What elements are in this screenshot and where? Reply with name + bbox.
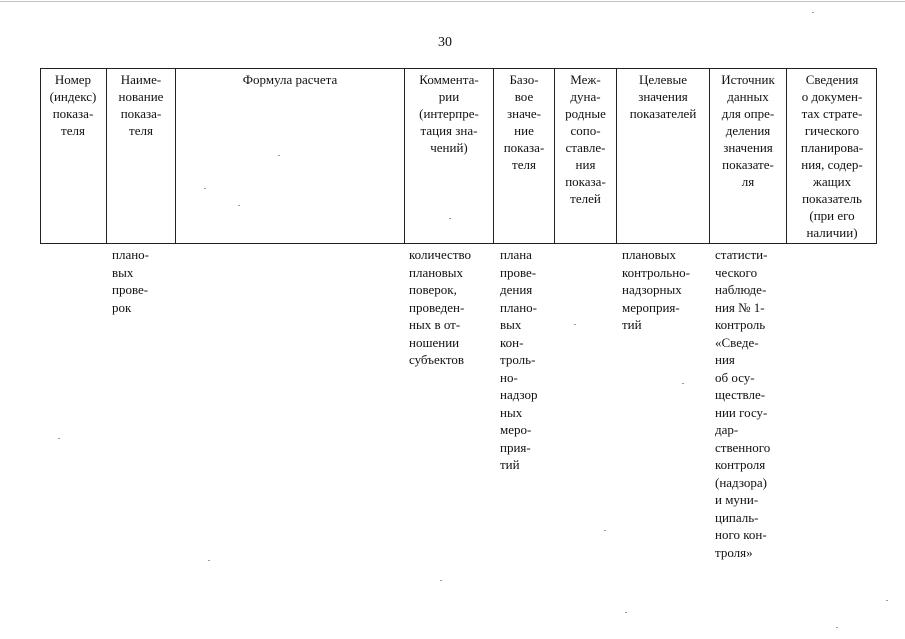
speck <box>58 438 60 439</box>
speck <box>836 627 838 628</box>
speck <box>574 324 576 325</box>
cell-data-source: статисти- ческого наблюде- ния № 1- контроль «Сведе- ния об осу- ществле- нии госу- дар- ственного контроля (надзора) и муни- ципаль- ного кон- троля» <box>715 247 771 560</box>
speck <box>440 580 442 581</box>
header-cell-strategic-docs: Сведения о докумен- тах страте- гического планирова- ния, содер- жащих показатель (при его наличии) <box>800 72 864 240</box>
page-number: 30 <box>438 35 452 50</box>
speck <box>682 383 684 384</box>
header-cell-formula: Формула расчета <box>176 68 405 243</box>
speck <box>604 530 606 531</box>
speck <box>812 12 814 13</box>
speck <box>625 612 627 613</box>
speck <box>449 218 451 219</box>
scan-top-edge <box>0 1 905 2</box>
header-cell-target-values: Целевые значения показателей <box>617 68 710 243</box>
header-cell-comment: Коммента- рии (интерпре- тация зна- чений) <box>405 68 494 243</box>
cell-base-value: плана прове- дения плано- вых кон- троль- но- надзор ных меро- прия- тий <box>500 247 538 472</box>
header-cell-base-value: Базо- вое значе- ние показа- теля <box>494 68 555 243</box>
header-cell-international: Меж- дуна- родные сопо- ставле- ния показа- телей <box>555 68 617 243</box>
header-cell-data-source: Источник данных для опре- деления значения показате- ля <box>710 68 787 243</box>
speck <box>208 560 210 561</box>
cell-comment: количество плановых поверок, проведен- ных в от- ношении субъектов <box>409 247 472 367</box>
speck <box>204 188 206 189</box>
speck <box>886 600 888 601</box>
speck <box>278 155 280 156</box>
speck <box>238 205 240 206</box>
header-cell-name: Наиме- нование показа- теля <box>107 68 176 243</box>
header-cell-index: Номер (индекс) показа- теля <box>40 68 107 243</box>
cell-target-values: плановых контрольно- надзорных мероприя- тий <box>622 247 690 332</box>
cell-name: плано- вых прове- рок <box>112 247 150 315</box>
